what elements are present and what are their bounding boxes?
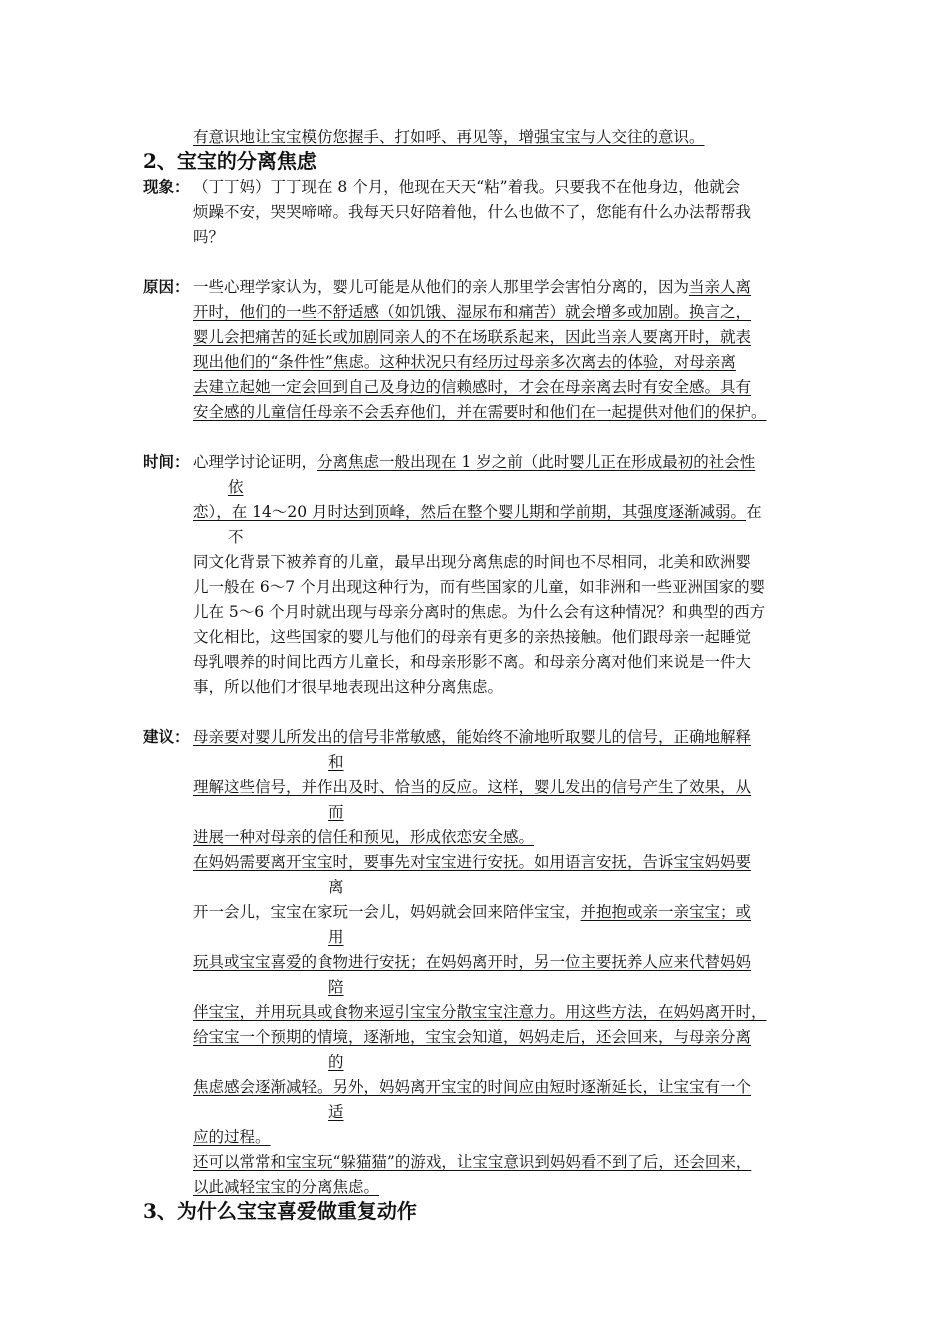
section-3-heading: 3、为什么宝宝喜爱做重复动作 <box>143 1199 417 1223</box>
cause-line: 去建立起她一定会回到自己及身边的信赖感时，才会在母亲离去时有安全感。具有 <box>193 378 752 396</box>
intro-line: 有意识地让宝宝模仿您握手、打如呼、再见等，增强宝宝与人交往的意识。 <box>193 128 705 146</box>
cause-line <box>193 276 751 298</box>
time-line: 文化相比，这些国家的婴儿与他们的母亲有更多的亲热接触。他们跟母亲一起睡觉 <box>193 628 752 646</box>
advice-wrap-char: 和 <box>328 753 344 771</box>
advice-line: 伴宝宝，并用玩具或食物来逗引宝宝分散宝宝注意力。用这些方法，在妈妈离开时， <box>193 1003 767 1021</box>
advice-line: 给宝宝一个预期的情境，逐渐地，宝宝会知道，妈妈走后，还会回来，与母亲分离 <box>193 1028 752 1046</box>
phenomenon-line: 吗？ <box>193 228 225 246</box>
phenomenon-line: （丁丁妈）丁丁现在 8 个月，他现在天天“粘”着我。只要我不在他身边，他就会 <box>193 178 741 196</box>
advice-wrap-char: 而 <box>328 803 344 821</box>
cause-line: 开时，他们的一些不舒适感（如饥饿、湿尿布和痛苦）就会增多或加剧。换言之， <box>193 303 752 321</box>
advice-wrap-char: 用 <box>328 928 344 946</box>
time-line: 母乳喂养的时间比西方儿童长，和母亲形影不离。和母亲分离对他们来说是一件大 <box>193 653 752 671</box>
advice-wrap-char: 陪 <box>328 978 344 996</box>
time-text-underlined: 分离焦虑一般出现在 1 岁之前（此时婴儿正在形成最初的社会性 <box>317 453 756 471</box>
advice-text-underlined: 并抱抱或亲一亲宝宝；或 <box>580 903 752 921</box>
time-line: 儿在 5～6 个月时就出现与母亲分离时的焦虑。为什么会有这种情况？和典型的西方 <box>193 603 766 621</box>
advice-wrap-char: 的 <box>328 1053 344 1071</box>
cause-text: 一些心理学家认为，婴儿可能是从他们的亲人那里学会害怕分离的，因为 <box>193 278 690 296</box>
time-line <box>193 451 755 473</box>
time-text-underlined: 恋），在 14～20 月时达到顶峰，然后在整个婴儿期和学前期，其强度逐渐减弱。 <box>193 503 747 521</box>
advice-line: 焦虑感会逐渐减轻。另外，妈妈离开宝宝的时间应由短时逐渐延长，让宝宝有一个 <box>193 1078 752 1096</box>
time-line: 同文化背景下被养育的儿童，最早出现分离焦虑的时间也不尽相同，北美和欧洲婴 <box>193 553 752 571</box>
advice-text: 开一会儿，宝宝在家玩一会儿，妈妈就会回来陪伴宝宝， <box>193 903 581 921</box>
advice-label: 建议： <box>143 727 190 746</box>
advice-wrap-char: 离 <box>328 878 344 896</box>
advice-line: 理解这些信号，并作出及时、恰当的反应。这样，婴儿发出的信号产生了效果，从 <box>193 778 752 796</box>
advice-line: 在妈妈需要离开宝宝时，要事先对宝宝进行安抚。如用语言安抚，告诉宝宝妈妈要 <box>193 853 752 871</box>
time-line: 儿一般在 6～7 个月出现这种行为，而有些国家的儿童，如非洲和一些亚洲国家的婴 <box>193 578 766 596</box>
time-wrap-char: 不 <box>228 528 244 546</box>
cause-text-underlined: 当亲人离 <box>689 278 752 296</box>
cause-label: 原因： <box>143 277 190 296</box>
advice-line: 以此减轻宝宝的分离焦虑。 <box>193 1178 380 1196</box>
advice-line: 应的过程。 <box>193 1128 271 1146</box>
phenomenon-line: 烦躁不安，哭哭啼啼。我每天只好陪着他，什么也做不了，您能有什么办法帮帮我 <box>193 203 752 221</box>
cause-line: 婴儿会把痛苦的延长或加剧同亲人的不在场联系起来，因此当亲人要离开时，就表 <box>193 328 752 346</box>
advice-line: 母亲要对婴儿所发出的信号非常敏感，能始终不渝地听取婴儿的信号，正确地解释 <box>193 728 752 746</box>
advice-line: 还可以常常和宝宝玩“躲猫猫”的游戏，让宝宝意识到妈妈看不到了后，还会回来， <box>193 1153 752 1171</box>
time-text: 在 <box>746 503 762 521</box>
advice-line <box>193 901 751 923</box>
cause-line: 现出他们的“条件性”焦虑。这种状况只有经历过母亲多次离去的体验，对母亲离 <box>193 353 736 371</box>
advice-wrap-char: 适 <box>328 1103 344 1121</box>
time-text: 心理学讨论证明， <box>193 453 318 471</box>
advice-line: 进展一种对母亲的信任和预见，形成依恋安全感。 <box>193 828 535 846</box>
phenomenon-label: 现象： <box>143 177 190 196</box>
cause-line: 安全感的儿童信任母亲不会丢弃他们，并在需要时和他们在一起提供对他们的保护。 <box>193 403 767 421</box>
time-line <box>193 501 762 523</box>
section-2-heading: 2、宝宝的分离焦虑 <box>143 149 317 173</box>
time-wrap-char: 依 <box>228 478 244 496</box>
advice-line: 玩具或宝宝喜爱的食物进行安抚；在妈妈离开时，另一位主要抚养人应来代替妈妈 <box>193 953 752 971</box>
time-line: 事，所以他们才很早地表现出这种分离焦虑。 <box>193 678 504 696</box>
time-label: 时间： <box>143 452 190 471</box>
